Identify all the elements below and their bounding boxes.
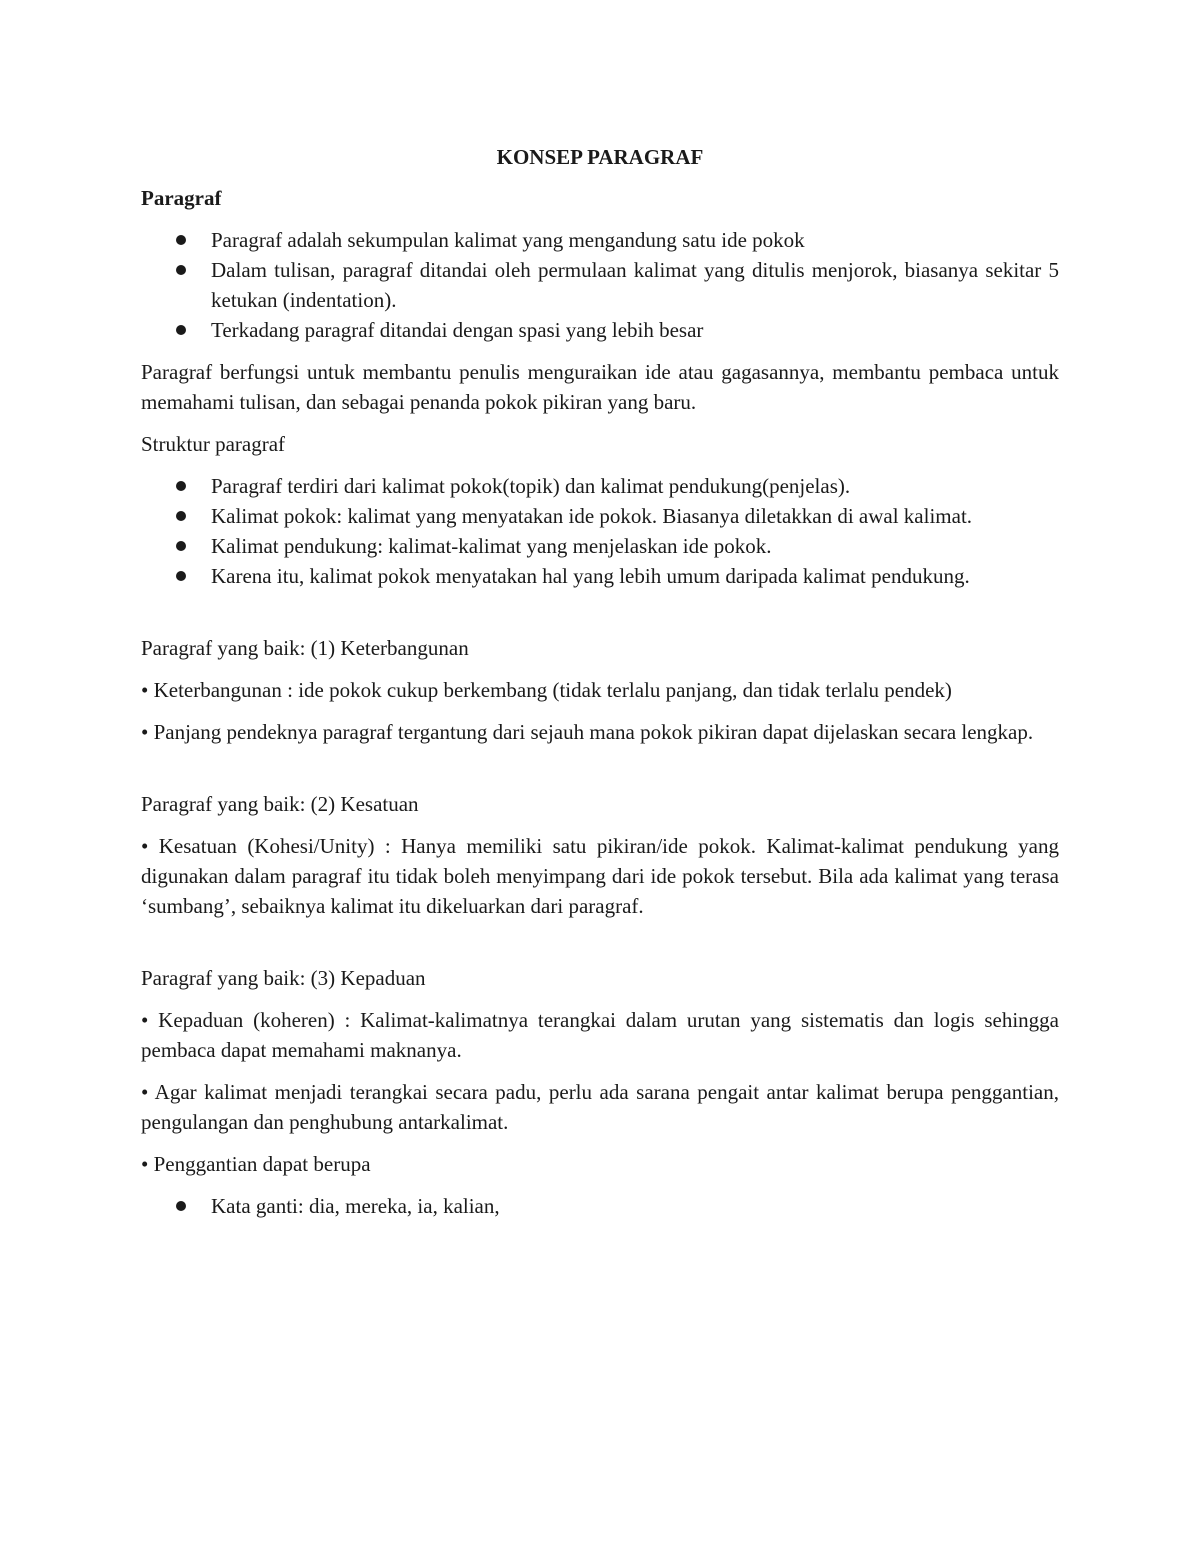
bullet-list-struktur xyxy=(141,471,1059,591)
paragraph-fungsi: Paragraf berfungsi untuk membantu penulis menguraikan ide atau gagasannya, membantu pembaca untuk memahami tulisan, dan sebagai penanda pokok pikiran yang baru. xyxy=(141,360,1059,414)
document-page xyxy=(141,141,1059,1233)
paragraph-keterbangunan-2: • Panjang pendeknya paragraf tergantung dari sejauh mana pokok pikiran dapat dijelaskan secara lengkap. xyxy=(141,720,1034,744)
list-item xyxy=(141,315,1059,345)
list-item xyxy=(141,1191,1059,1221)
list-item xyxy=(141,255,1059,315)
paragraph-kesatuan-1: • Kesatuan (Kohesi/Unity) : Hanya memiliki satu pikiran/ide pokok. Kalimat-kalimat pendukung yang digunakan dalam paragraf itu tidak boleh menyimpang dari ide pokok tersebut. Bila ada kalimat yang terasa ‘sumbang’, sebaiknya kalimat itu dikeluarkan dari paragraf. xyxy=(141,834,1059,918)
bullet-list-definition xyxy=(141,225,1059,345)
section-heading-keterbangunan: Paragraf yang baik: (1) Keterbangunan xyxy=(141,636,469,660)
bullet-icon xyxy=(176,511,186,521)
paragraph-kepaduan-3: • Penggantian dapat berupa xyxy=(141,1152,371,1176)
bullet-icon xyxy=(176,265,186,275)
list-item xyxy=(141,531,1059,561)
list-item-text: Kalimat pokok: kalimat yang menyatakan ide pokok. Biasanya diletakkan di awal kalimat. xyxy=(211,504,973,528)
bullet-list-penggantian xyxy=(141,1191,1059,1221)
list-item-text: Karena itu, kalimat pokok menyatakan hal yang lebih umum daripada kalimat pendukung. xyxy=(211,564,970,588)
paragraph-keterbangunan-1: • Keterbangunan : ide pokok cukup berkembang (tidak terlalu panjang, dan tidak terlalu pendek) xyxy=(141,678,952,702)
list-item xyxy=(141,501,1059,531)
list-item-text: Paragraf terdiri dari kalimat pokok(topik) dan kalimat pendukung(penjelas). xyxy=(211,474,851,498)
section-heading-paragraf: Paragraf xyxy=(141,186,222,210)
list-item-text: Terkadang paragraf ditandai dengan spasi yang lebih besar xyxy=(211,318,704,342)
paragraph-kepaduan-2: • Agar kalimat menjadi terangkai secara padu, perlu ada sarana pengait antar kalimat berupa penggantian, pengulangan dan penghubung antarkalimat. xyxy=(141,1080,1059,1134)
list-item-text: Kalimat pendukung: kalimat-kalimat yang menjelaskan ide pokok. xyxy=(211,534,772,558)
struktur-label: Struktur paragraf xyxy=(141,432,286,456)
bullet-icon xyxy=(176,571,186,581)
list-item-text: Kata ganti: dia, mereka, ia, kalian, xyxy=(211,1194,500,1218)
document-title: KONSEP PARAGRAF xyxy=(496,145,704,169)
blank-line xyxy=(141,933,1059,963)
bullet-icon xyxy=(176,1201,186,1211)
bullet-icon xyxy=(176,481,186,491)
list-item xyxy=(141,561,1059,591)
list-item-text: Dalam tulisan, paragraf ditandai oleh permulaan kalimat yang ditulis menjorok, biasanya sekitar 5 ketukan (indentation). xyxy=(211,258,1059,312)
blank-line xyxy=(141,603,1059,633)
blank-line xyxy=(141,759,1059,789)
list-item-text: Paragraf adalah sekumpulan kalimat yang mengandung satu ide pokok xyxy=(211,228,805,252)
section-heading-kesatuan: Paragraf yang baik: (2) Kesatuan xyxy=(141,792,419,816)
paragraph-kepaduan-1: • Kepaduan (koheren) : Kalimat-kalimatnya terangkai dalam urutan yang sistematis dan logis sehingga pembaca dapat memahami maknanya. xyxy=(141,1008,1059,1062)
list-item xyxy=(141,225,1059,255)
list-item xyxy=(141,471,1059,501)
bullet-icon xyxy=(176,541,186,551)
bullet-icon xyxy=(176,235,186,245)
bullet-icon xyxy=(176,325,186,335)
section-heading-kepaduan: Paragraf yang baik: (3) Kepaduan xyxy=(141,966,426,990)
